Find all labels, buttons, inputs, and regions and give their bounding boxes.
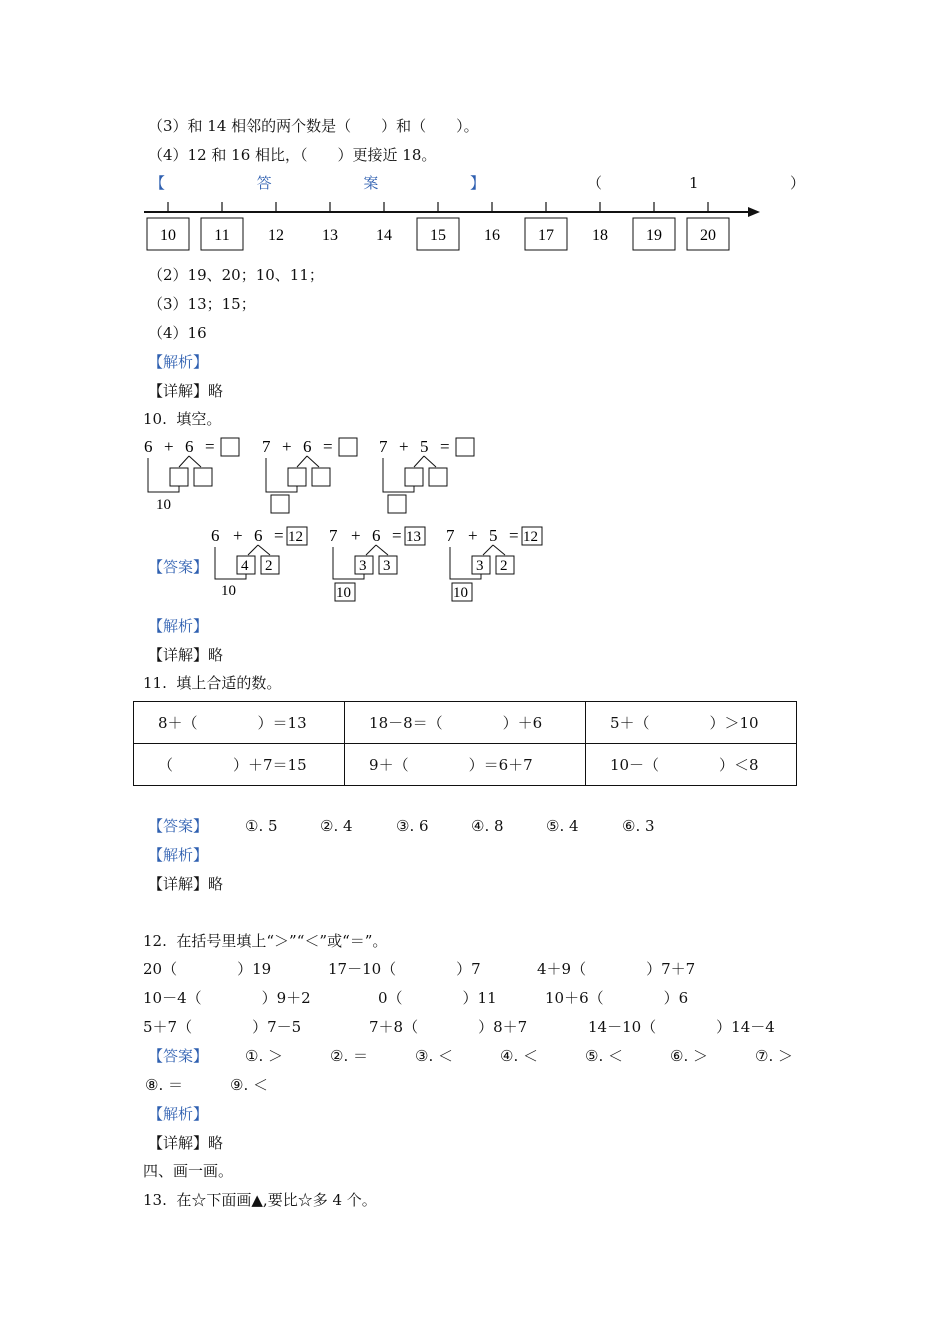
q9-answer-label bbox=[150, 173, 485, 193]
q11-answer-3: ③. 6 bbox=[396, 817, 429, 835]
ans3-part-2: 2 bbox=[500, 558, 508, 574]
q12-answer-2: ②. ＝ bbox=[330, 1047, 368, 1065]
ans3-ten: 10 bbox=[453, 585, 468, 601]
eq1-ten-bracket bbox=[148, 458, 179, 492]
eq2-ten-box bbox=[271, 495, 289, 513]
q12-row3-c: 14－10（ ）14－4 bbox=[588, 1018, 775, 1036]
q11-answer-6: ⑥. 3 bbox=[622, 817, 655, 835]
ans2-part-2: 3 bbox=[383, 558, 391, 574]
number-line-label: 20 bbox=[700, 227, 716, 244]
q11-answer-1: ①. 5 bbox=[245, 817, 278, 835]
table-row bbox=[134, 744, 797, 786]
answer-char-1: 答 bbox=[256, 174, 272, 192]
number-line-label: 17 bbox=[538, 227, 554, 244]
q10-eq-3 bbox=[379, 437, 474, 513]
q9-detail: 【详解】略 bbox=[148, 382, 224, 400]
q11-answer-5: ⑤. 4 bbox=[546, 817, 579, 835]
eq3-ten-box bbox=[388, 495, 406, 513]
q12-detail: 【详解】略 bbox=[148, 1134, 224, 1152]
q12-answer-label: 【答案】 bbox=[148, 1047, 209, 1065]
eq1-part-box-2 bbox=[194, 468, 212, 486]
q9-ans2: （2）19、20；10、11； bbox=[148, 266, 324, 284]
ans1-branch-left bbox=[248, 545, 258, 555]
q10-title: 10. 填空。 bbox=[143, 410, 222, 428]
q12-row2-b: 0（ ）11 bbox=[378, 989, 497, 1007]
number-line-label: 19 bbox=[646, 227, 662, 244]
number-line-label: 12 bbox=[268, 227, 284, 244]
q11-analysis: 【解析】 bbox=[148, 846, 209, 864]
q12-row1-c: 4＋9（ ）7＋7 bbox=[537, 960, 696, 978]
section-heading: 四、画一画。 bbox=[143, 1162, 234, 1180]
q10-eq-1 bbox=[144, 437, 239, 513]
ans3-a: 7 bbox=[446, 526, 455, 545]
number-line-label: 15 bbox=[430, 227, 446, 244]
ans2-result: 13 bbox=[406, 529, 421, 545]
eq2-b: 6 bbox=[303, 437, 312, 456]
ans1-part-1: 4 bbox=[241, 558, 249, 574]
ans2-branch-right bbox=[376, 545, 388, 555]
q10-eq-2 bbox=[262, 437, 357, 513]
q11-title: 11. 填上合适的数。 bbox=[143, 674, 282, 692]
ans1-a: 6 bbox=[211, 526, 220, 545]
q9-ans1-value: 1 bbox=[689, 174, 699, 192]
number-line-arrow-icon bbox=[748, 207, 760, 217]
number-line-label: 13 bbox=[322, 227, 338, 244]
number-line-label: 10 bbox=[160, 227, 176, 244]
q9-ans1-open: （ bbox=[587, 174, 603, 192]
ans3-part-1: 3 bbox=[476, 558, 484, 574]
ans3-op: + bbox=[468, 526, 478, 545]
table-cell: 8＋（ ）＝13 bbox=[134, 702, 345, 744]
q12-answer-5: ⑤. ＜ bbox=[585, 1047, 623, 1065]
eq2-eq: = bbox=[323, 437, 333, 456]
eq2-result-box bbox=[339, 438, 357, 456]
q10-answer-3 bbox=[446, 526, 542, 601]
ans3-branch-right bbox=[493, 545, 505, 555]
ans1-op: + bbox=[233, 526, 243, 545]
q11-answer-label: 【答案】 bbox=[148, 817, 209, 835]
eq2-branch-right bbox=[307, 456, 319, 467]
answer-char-2: 案 bbox=[363, 174, 379, 192]
q9-analysis: 【解析】 bbox=[148, 353, 209, 371]
eq3-eq: = bbox=[440, 437, 450, 456]
bracket-close: 】 bbox=[469, 174, 485, 192]
q12-answer-4: ④. ＜ bbox=[500, 1047, 538, 1065]
eq3-a: 7 bbox=[379, 437, 388, 456]
ans1-b: 6 bbox=[254, 526, 263, 545]
number-line-label: 16 bbox=[484, 227, 500, 244]
ans1-result: 12 bbox=[288, 529, 303, 545]
ans1-eq: = bbox=[274, 526, 284, 545]
ans3-eq: = bbox=[509, 526, 519, 545]
q9-line4: （4）12 和 16 相比，（ ）更接近 18。 bbox=[148, 146, 437, 164]
q12-answer-6: ⑥. ＞ bbox=[670, 1047, 708, 1065]
eq1-ten: 10 bbox=[156, 497, 171, 513]
q12-row1-b: 17－10（ ）7 bbox=[328, 960, 481, 978]
q11-table bbox=[133, 701, 797, 786]
eq2-a: 7 bbox=[262, 437, 271, 456]
q13-title: 13. 在☆下面画▲,要比☆多 4 个。 bbox=[143, 1191, 377, 1209]
ans3-b: 5 bbox=[489, 526, 498, 545]
eq2-branch-left bbox=[297, 456, 307, 467]
table-cell: 10－（ ）＜8 bbox=[585, 744, 796, 786]
ans1-part-2: 2 bbox=[265, 558, 273, 574]
number-line-label: 18 bbox=[592, 227, 608, 244]
table-row bbox=[134, 702, 797, 744]
q12-row2-a: 10－4（ ）9＋2 bbox=[143, 989, 311, 1007]
q10-answer-label: 【答案】 bbox=[148, 558, 209, 576]
q10-analysis: 【解析】 bbox=[148, 617, 209, 635]
eq3-op: + bbox=[399, 437, 409, 456]
ans2-op: + bbox=[351, 526, 361, 545]
number-line-label: 11 bbox=[214, 227, 230, 244]
q12-row2-c: 10＋6（ ）6 bbox=[545, 989, 689, 1007]
table-cell: 9＋（ ）＝6＋7 bbox=[345, 744, 586, 786]
eq2-part-box-2 bbox=[312, 468, 330, 486]
q12-row3-b: 7＋8（ ）8＋7 bbox=[369, 1018, 528, 1036]
eq3-ten-bracket bbox=[383, 458, 414, 492]
number-line-label: 14 bbox=[376, 227, 392, 244]
eq2-part-box-1 bbox=[288, 468, 306, 486]
eq3-branch-left bbox=[414, 456, 424, 467]
q11-detail: 【详解】略 bbox=[148, 875, 224, 893]
ans1-branch-right bbox=[258, 545, 270, 555]
ans3-result: 12 bbox=[523, 529, 538, 545]
q12-title: 12. 在括号里填上“＞”“＜”或“＝”。 bbox=[143, 932, 388, 950]
q9-ans3: （3）13；15； bbox=[148, 295, 256, 313]
eq1-a: 6 bbox=[144, 437, 153, 456]
q12-answer-3: ③. ＜ bbox=[415, 1047, 453, 1065]
bracket-open: 【 bbox=[150, 174, 166, 192]
ans2-branch-left bbox=[366, 545, 376, 555]
eq1-eq: = bbox=[205, 437, 215, 456]
q12-answer-7: ⑦. ＞ bbox=[755, 1047, 793, 1065]
eq3-branch-right bbox=[424, 456, 436, 467]
q12-row3-a: 5＋7（ ）7－5 bbox=[143, 1018, 302, 1036]
ans2-ten: 10 bbox=[336, 585, 351, 601]
table-cell: （ ）＋7＝15 bbox=[134, 744, 345, 786]
eq3-part-box-2 bbox=[429, 468, 447, 486]
q11-answer-4: ④. 8 bbox=[471, 817, 504, 835]
eq2-op: + bbox=[282, 437, 292, 456]
q12-row1-a: 20（ ）19 bbox=[143, 960, 272, 978]
eq3-part-box-1 bbox=[405, 468, 423, 486]
eq1-branch-left bbox=[179, 456, 189, 467]
q12-answer-8: ⑧. ＝ bbox=[145, 1076, 183, 1094]
q12-analysis: 【解析】 bbox=[148, 1105, 209, 1123]
q10-answer-2 bbox=[329, 526, 425, 601]
ans2-eq: = bbox=[392, 526, 402, 545]
table-cell: 5＋（ ）＞10 bbox=[585, 702, 796, 744]
eq1-b: 6 bbox=[185, 437, 194, 456]
q12-answer-1: ①. ＞ bbox=[245, 1047, 283, 1065]
ans2-part-1: 3 bbox=[359, 558, 367, 574]
eq1-op: + bbox=[164, 437, 174, 456]
eq3-result-box bbox=[456, 438, 474, 456]
q10-detail: 【详解】略 bbox=[148, 646, 224, 664]
table-cell: 18－8＝（ ）＋6 bbox=[345, 702, 586, 744]
q9-ans4: （4）16 bbox=[148, 324, 207, 342]
number-line bbox=[130, 196, 770, 256]
eq3-b: 5 bbox=[420, 437, 429, 456]
eq2-ten-bracket bbox=[266, 458, 297, 492]
ans2-b: 6 bbox=[372, 526, 381, 545]
q10-problems bbox=[138, 432, 498, 517]
eq1-branch-right bbox=[189, 456, 201, 467]
eq1-result-box bbox=[221, 438, 239, 456]
q10-answer-1 bbox=[211, 526, 307, 599]
q12-answer-9: ⑨. ＜ bbox=[230, 1076, 268, 1094]
ans2-a: 7 bbox=[329, 526, 338, 545]
q9-line3: （3）和 14 相邻的两个数是（ ）和（ ）。 bbox=[148, 117, 479, 135]
q9-ans1-close: ） bbox=[790, 174, 806, 192]
q11-answer-2: ②. 4 bbox=[320, 817, 353, 835]
ans3-branch-left bbox=[483, 545, 493, 555]
eq1-part-box-1 bbox=[170, 468, 188, 486]
q10-answers bbox=[205, 521, 565, 606]
ans1-ten: 10 bbox=[221, 583, 236, 599]
